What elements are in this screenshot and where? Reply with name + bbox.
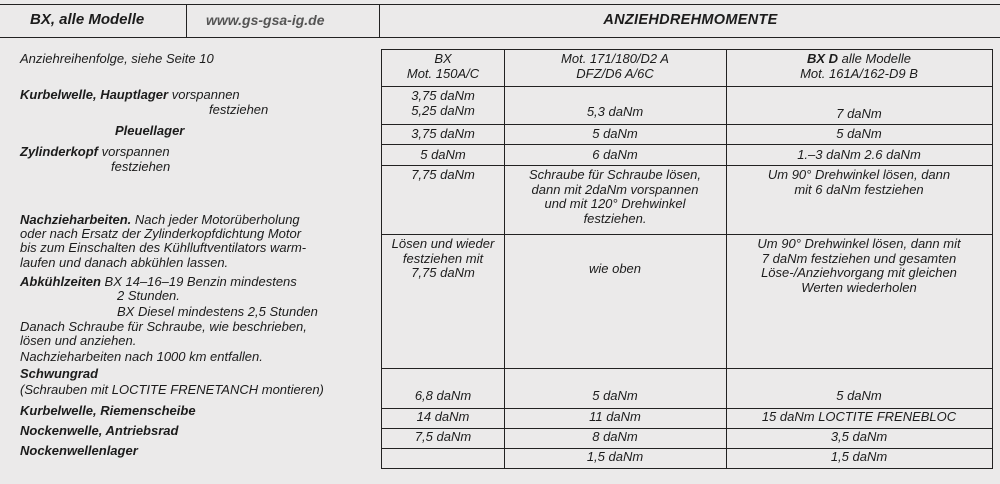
cell-r8-c1: 7,5 daNm [414, 429, 472, 444]
cell-r1-c1 [382, 89, 504, 118]
row-divider [382, 165, 992, 166]
abkuehl-line1 [20, 275, 297, 289]
col3-header-line1 [726, 52, 992, 67]
col1-header-engine: Mot. 150A/C [406, 65, 480, 81]
cell-r4-c2-line1: Schraube für Schraube lösen, [529, 167, 701, 182]
col3-header [726, 52, 992, 81]
website-url: www.gs-gsa-ig.de [188, 5, 380, 37]
cell-r3-c2: 6 daNm [592, 147, 638, 162]
cell-r4-c1: 7,75 daNm [411, 167, 475, 182]
zylinderkopf-festziehen: festziehen [111, 159, 171, 174]
danach-text2: lösen und anziehen. [20, 333, 137, 348]
cell-r1-c1-b: 5,25 daNm [411, 102, 475, 118]
cell-r9-c3: 1,5 daNm [830, 449, 888, 464]
row-divider [382, 428, 992, 429]
row-divider [382, 144, 992, 145]
schwungrad-row [20, 367, 98, 381]
cell-r7-c2: 11 daNm [589, 409, 641, 424]
nachzieh-text4: laufen und danach abkühlen lassen. [20, 255, 229, 270]
nachzieh-text3: bis zum Einschalten des Kühlluftventilators warm- [20, 240, 307, 255]
cell-r4-c3 [726, 168, 992, 197]
abkuehl-text3: BX Diesel mindestens 2,5 Stunden [117, 304, 318, 319]
abkuehl-text1: BX 14–16–19 Benzin mindestens [104, 274, 297, 289]
kurbelwelle-hauptlager-row [20, 88, 240, 102]
cell-r4-c3-line1: Um 90° Drehwinkel lösen, dann [767, 167, 951, 182]
cell-r6-c3: 5 daNm [836, 388, 882, 403]
nachzieh-label: Nachzieharbeiten. [20, 212, 132, 227]
cell-r5-c3-line4: Werten wiederholen [801, 279, 917, 295]
cell-r1-c1-a: 3,75 daNm [411, 88, 475, 103]
col3-header-title: BX D [806, 51, 839, 66]
nachzieh-line1 [20, 213, 300, 227]
cell-r5-c1-line1: Lösen und wieder [391, 236, 495, 251]
header-bar [0, 4, 1000, 38]
danach-text1: Danach Schraube für Schraube, wie beschrieben, [20, 319, 307, 334]
cell-r5-c2: wie oben [588, 261, 642, 276]
col1-header [382, 52, 504, 81]
nockenwellenlager-row [20, 444, 138, 458]
zylinderkopf-vorspannen: vorspannen [101, 144, 170, 159]
cell-r3-c1: 5 daNm [420, 147, 466, 162]
cell-r4-c2-line3: und mit 120° Drehwinkel [544, 196, 686, 211]
kurbelwelle-festziehen: festziehen [209, 102, 269, 117]
cell-r8-c3: 3,5 daNm [830, 429, 888, 444]
col2-header-line1: Mot. 171/180/D2 A [561, 51, 669, 66]
cell-r4-c2-line4: festziehen. [583, 210, 647, 226]
cell-r5-c3-line1: Um 90° Drehwinkel lösen, dann mit [757, 236, 961, 251]
pleuellager-label: Pleuellager [115, 123, 185, 138]
nach1000-text: Nachzieharbeiten nach 1000 km entfallen. [20, 349, 263, 364]
cell-r3-c3: 1.–3 daNm 2.6 daNm [797, 147, 921, 162]
kurbelwelle-hauptlager-label: Kurbelwelle, Hauptlager [20, 87, 169, 102]
col3-header-engine: Mot. 161A/162-D9 B [800, 65, 918, 81]
col2-header [504, 52, 726, 81]
pleuellager-row [115, 124, 184, 138]
col3-header-subtitle: alle Modelle [838, 51, 912, 66]
abkuehl-text2: 2 Stunden. [117, 288, 180, 303]
cell-r5-c1 [382, 237, 504, 281]
col1-header-title: BX [434, 51, 452, 66]
kurbelwelle-vorspannen: vorspannen [171, 87, 240, 102]
cell-r5-c1-line2: festziehen mit [402, 250, 484, 266]
row-divider [382, 124, 992, 125]
schwungrad-note: (Schrauben mit LOCTITE FRENETANCH montieren) [20, 382, 324, 397]
cell-r4-c3-line2: mit 6 daNm festziehen [794, 181, 924, 197]
cell-r1-c2: 5,3 daNm [586, 104, 644, 119]
nachzieh-text2: oder nach Ersatz der Zylinderkopfdichtung Motor [20, 226, 302, 241]
cell-r6-c2: 5 daNm [592, 388, 638, 403]
cell-r6-c1: 6,8 daNm [414, 388, 472, 403]
schwungrad-label: Schwungrad [20, 366, 99, 381]
nachzieh-text1: Nach jeder Motorüberholung [134, 212, 300, 227]
col2-header-line2: DFZ/D6 A/6C [576, 65, 654, 81]
cell-r9-c2: 1,5 daNm [586, 449, 644, 464]
model-label: BX, alle Modelle [0, 5, 187, 37]
cell-r7-c1: 14 daNm [416, 409, 470, 424]
zylinderkopf-label: Zylinderkopf [20, 144, 99, 159]
abkuehl-label: Abkühlzeiten [20, 274, 101, 289]
nockenwellenlager-label: Nockenwellenlager [20, 443, 138, 458]
cell-r1-c3: 7 daNm [836, 106, 882, 121]
page-title: ANZIEHDREHMOMENTE [603, 12, 778, 28]
cell-r5-c3 [726, 237, 992, 295]
riemenscheibe-label: Kurbelwelle, Riemenscheibe [20, 403, 196, 418]
cell-r2-c1: 3,75 daNm [411, 126, 475, 141]
cell-r4-c2 [504, 168, 726, 226]
cell-r5-c3-line3: Löse-/Anziehvorgang mit gleichen [761, 265, 957, 280]
antriebsrad-row [20, 424, 178, 438]
antriebsrad-label: Nockenwelle, Antriebsrad [20, 423, 179, 438]
cell-r2-c3: 5 daNm [836, 126, 882, 141]
row-divider [382, 234, 992, 235]
row-divider [382, 86, 992, 87]
intro-text: Anziehreihenfolge, siehe Seite 10 [20, 51, 214, 66]
cell-r2-c2: 5 daNm [592, 126, 638, 141]
cell-r5-c1-line3: 7,75 daNm [411, 265, 475, 280]
cell-r8-c2: 8 daNm [592, 429, 638, 444]
row-divider [382, 368, 992, 369]
cell-r4-c2-line2: dann mit 2daNm vorspannen [531, 181, 699, 197]
zylinderkopf-row [20, 145, 170, 159]
torque-table [381, 49, 993, 469]
row-divider [382, 448, 992, 449]
riemenscheibe-row [20, 404, 196, 418]
cell-r7-c3: 15 daNm LOCTITE FRENEBLOC [761, 409, 957, 424]
cell-r5-c3-line2: 7 daNm festziehen und gesamten [761, 250, 957, 266]
